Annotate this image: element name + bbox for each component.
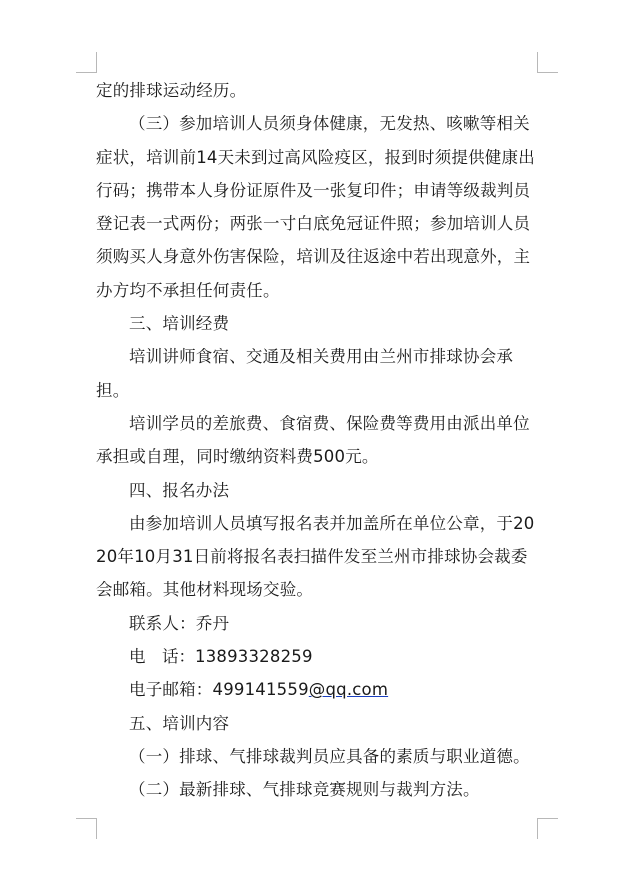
text-line: 定的排球运动经历。	[96, 81, 247, 100]
text-line: 由参加培训人员填写报名表并加盖所在单位公章，于20	[129, 513, 535, 533]
contact-email	[96, 673, 540, 706]
contact-email-link[interactable]: @qq.com	[308, 680, 389, 700]
content-item-1: （一）排球、气排球裁判员应具备的素质与职业道德。	[129, 746, 530, 766]
text-line: 承担或自理，同时缴纳资料费500元。	[96, 447, 379, 467]
crop-mark-top-left	[76, 52, 97, 73]
text-line: 培训讲师食宿、交通及相关费用由兰州市排球协会承	[129, 347, 514, 367]
crop-mark-bottom-right	[537, 818, 558, 839]
text-line: 担。	[96, 380, 130, 400]
text-line: 办方均不承担任何责任。	[96, 280, 280, 300]
section-heading-registration: 四、报名办法	[129, 480, 230, 500]
text-line: 会邮箱。其他材料现场交验。	[96, 580, 314, 600]
text-line: 培训学员的差旅费、食宿费、保险费等费用由派出单位	[129, 413, 530, 433]
contact-person-label: 联系人：	[129, 613, 196, 633]
crop-mark-top-right	[537, 52, 558, 73]
crop-mark-bottom-left	[76, 818, 97, 839]
contact-email-prefix: 499141559	[212, 680, 309, 700]
text-line: 症状，培训前14天未到过高风险疫区，报到时须提供健康出	[96, 147, 535, 167]
contact-phone	[96, 640, 540, 673]
contact-person-name: 乔丹	[195, 613, 230, 633]
contact-email-label: 电子邮箱：	[129, 680, 213, 700]
text-line: 行码；携带本人身份证原件及一张复印件；申请等级裁判员	[96, 180, 531, 200]
text-line: 登记表一式两份；两张一寸白底免冠证件照；参加培训人员	[96, 214, 531, 234]
text-line: （三）参加培训人员须身体健康，无发热、咳嗽等相关	[129, 114, 530, 134]
section-heading-content: 五、培训内容	[129, 713, 230, 733]
text-line: 20年10月31日前将报名表扫描件发至兰州市排球协会裁委	[96, 547, 528, 567]
contact-person	[96, 607, 540, 640]
contact-phone-label: 电 话：	[129, 647, 195, 667]
text-line: 须购买人身意外伤害保险，培训及往返途中若出现意外，主	[96, 247, 531, 267]
contact-phone-number: 13893328259	[195, 647, 313, 667]
document-body	[96, 74, 540, 807]
section-heading-funding: 三、培训经费	[129, 314, 230, 334]
content-item-2: （二）最新排球、气排球竞赛规则与裁判方法。	[129, 780, 480, 800]
